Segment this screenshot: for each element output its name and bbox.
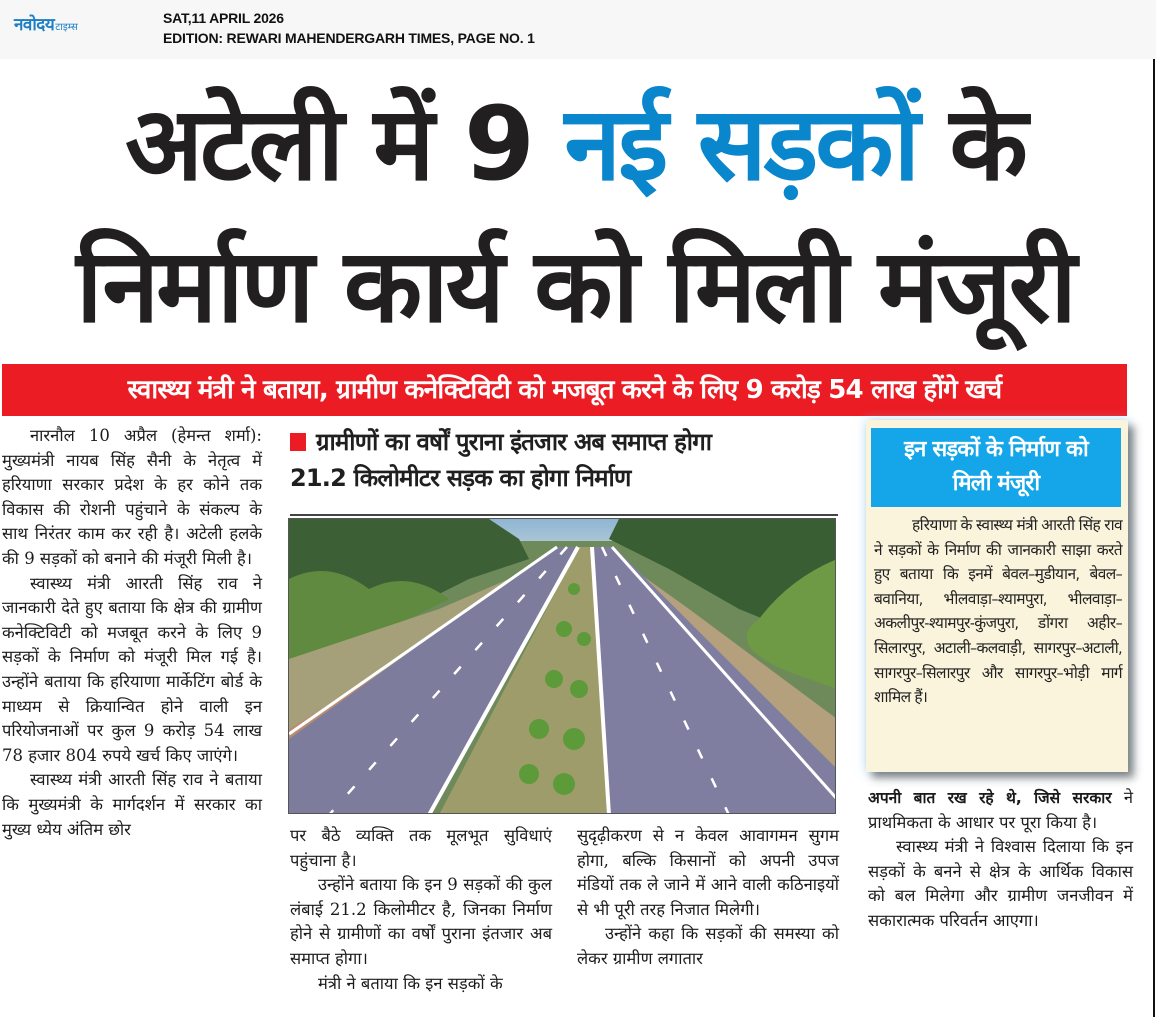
paragraph: सुदृढ़ीकरण से न केवल आवागमन सुगम होगा, बल्कि किसानों को अपनी उपज मंडियों तक ले जाने में आने वाली कठिनाइयों से भी पूरी तरह निजात मिलेगी।: [577, 826, 839, 919]
sidebar-body: [874, 513, 1122, 710]
masthead-bar: [0, 0, 1156, 59]
logo-sub-text: टाइम्स: [55, 22, 78, 33]
highway-photo[interactable]: [288, 518, 836, 814]
article-column-middle-1: [290, 824, 552, 996]
sidebar-title-line-2: मिली मंजूरी: [952, 471, 1040, 496]
headline-text: के: [917, 85, 1025, 204]
sidebar-paragraph: हरियाणा के स्वास्थ्य मंत्री आरती सिंह राव ने सड़कों के निर्माण की जानकारी साझा करते हुए बताया कि इनमें बेवल–मुडीयान, बेवल–बवानिया, भीलवाड़ा–श्यामपुरा, भीलवाड़ा–अकलीपुर-श्यामपुर-कुंजपुरा, डोंगरा अहीर–सिलारपुर, अटाली–कलवाड़ी, सागरपुर–अटाली, सागरपुर–सिलारपुर और सागरपुर–भोड़ी मार्ग शामिल हैं।: [874, 516, 1122, 707]
paragraph: स्वास्थ्य मंत्री आरती सिंह राव ने जानकारी देते हुए बताया कि क्षेत्र की ग्रामीण कनेक्टिविटी को मजबूत करने के लिए 9 सड़कों के निर्माण को मंजूरी मिल गई है। उन्होंने बताया कि हरियाणा मार्केटिंग बोर्ड के माध्यम से क्रियान्वित होने वाली इन परियोजनाओं पर कुल 9 करोड़ 54 लाख 78 हजार 804 रुपये खर्च किए जाएंगे।: [2, 573, 262, 765]
photo-divider: [290, 514, 838, 516]
paragraph: [868, 786, 1133, 835]
paragraph: मंत्री ने बताया कि इन सड़कों के: [318, 973, 503, 993]
sub-headline-line-1: [290, 424, 840, 460]
paragraph: स्वास्थ्य मंत्री आरती सिंह राव ने बताया कि मुख्यमंत्री के मार्गदर्शन में सरकार का मुख्य ध्येय अंतिम छोर: [2, 770, 262, 839]
red-strap-subheading: स्वास्थ्य मंत्री ने बताया, ग्रामीण कनेक्टिविटी को मजबूत करने के लिए 9 करोड़ 54 लाख होंगे खर्च: [2, 364, 1127, 416]
newspaper-logo[interactable]: [14, 12, 78, 35]
headline-highlight: नई सड़कों: [564, 85, 918, 204]
approved-roads-sidebar: [866, 420, 1128, 772]
paragraph: उन्होंने कहा कि सड़कों की समस्या को लेकर ग्रामीण लगातार: [577, 924, 839, 968]
sidebar-title: [871, 428, 1121, 507]
issue-date: SAT,11 APRIL 2026: [163, 10, 284, 26]
page-edge-rule: [1153, 59, 1155, 1017]
paragraph-text: ने प्राथमिकता के आधार पर पूरा किया है।: [868, 788, 1133, 832]
article-column-left: [2, 424, 262, 842]
sub-headline-line-2: 21.2 किलोमीटर सड़क का होगा निर्माण: [290, 464, 631, 492]
paragraph: उन्होंने बताया कि इन 9 सड़कों की कुल लंबाई 21.2 किलोमीटर है, जिनका निर्माण होने से ग्रामीणों का वर्षों पुराना इंतजार अब समाप्त होगा।: [290, 875, 552, 968]
headline-text: अटेली में 9: [125, 85, 565, 204]
edition-meta: [163, 8, 535, 48]
article-column-right: [868, 786, 1133, 934]
article-column-middle-2: [577, 824, 839, 972]
paragraph: नारनौल 10 अप्रैल (हेमन्त शर्मा): मुख्यमंत्री नायब सिंह सैनी के नेतृत्व में हरियाणा सरकार प्रदेश के हर कोने तक विकास की रोशनी पहुंचाने के संकल्प के साथ निरंतर काम कर रही है। अटेली हलके की 9 सड़कों को बनाने की मंजूरी मिली है।: [2, 426, 262, 568]
logo-main-text: नवोदय: [14, 15, 55, 35]
headline-line-2: निर्माण कार्य को मिली मंजूरी: [76, 227, 1074, 346]
sidebar-title-line-1: इन सड़कों के निर्माण को: [904, 437, 1088, 462]
bold-continuation-text: अपनी बात रख रहे थे, जिसे सरकार: [868, 789, 1112, 807]
paragraph: स्वास्थ्य मंत्री ने विश्वास दिलाया कि इन सड़कों के बनने से क्षेत्र के आर्थिक विकास को बल मिलेगा और ग्रामीण जनजीवन में सकारात्मक परिवर्तन आएगा।: [868, 837, 1133, 930]
edition-info: EDITION: REWARI MAHENDERGARH TIMES, PAGE NO. 1: [163, 30, 535, 46]
sub-headline: [290, 424, 840, 496]
headline-line-1: [0, 80, 1150, 210]
red-square-bullet-icon: [290, 433, 306, 451]
paragraph: पर बैठे व्यक्ति तक मूलभूत सुविधाएं पहुंचाना है।: [290, 826, 552, 870]
highway-illustration: [289, 519, 836, 814]
sub-headline-text: ग्रामीणों का वर्षों पुराना इंतजार अब समाप्त होगा: [316, 428, 712, 456]
